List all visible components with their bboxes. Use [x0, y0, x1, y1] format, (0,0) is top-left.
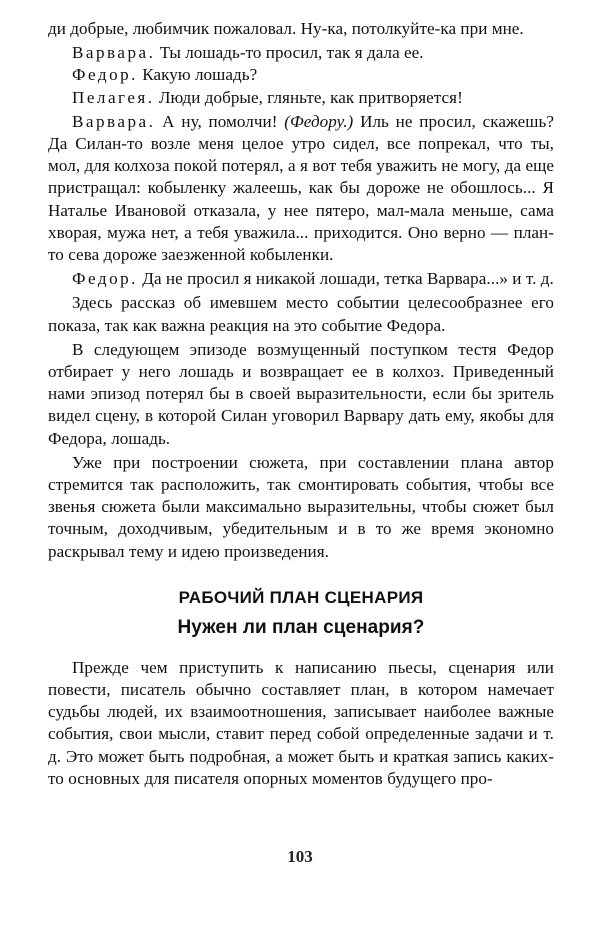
opening-paragraph [48, 18, 554, 40]
dialogue-line-2 [48, 64, 554, 86]
dialogue-text: Иль не просил, скажешь? Да Силан-то возле меня целое утро сидел, все попрекал, что ты, мол, для колхоза покой потерял, а я вот тебя уважить не могу, да еще пристращал: кобыленку жалеешь, как бы дороже не обошлось... Я Наталье Ивановой отказала, у нее пятеро, мал-мала меньше, сама хворая, мужа нет, а тебя уважила... приходится. Оно верно — план-то сева дороже заезженной кобыленки. [48, 111, 554, 265]
paragraph-text: Прежде чем приступить к написанию пьесы, сценария или повести, писатель обычно составляет план, в котором намечает судьбы людей, их взаимоотношения, записывает наиболее важные события, свои мысли, ставит перед собой определенные задачи и т. д. Это может быть подробная, а может быть и краткая запись каких-то основных для писателя опорных моментов будущего про- [48, 657, 554, 788]
document-page [48, 18, 554, 790]
section-subtitle: Нужен ли план сценария? [177, 616, 425, 638]
paragraph-text: Уже при построении сюжета, при составлении плана автор стремится так расположить, так смонтировать события, чтобы все звенья сюжета были максимально выразительны, чтобы сюжет был точным, доходчивым, убедительным и в то же время экономно раскрывал тему и идею произведения. [48, 452, 554, 561]
dialogue-text: А ну, помолчи! [155, 111, 285, 131]
dialogue-line-5 [48, 268, 554, 290]
body-paragraph [48, 452, 554, 563]
body-paragraph [48, 292, 554, 336]
paragraph-text: В следующем эпизоде возмущенный поступком тестя Федор отбирает у него лошадь и возвращает ее в колхоз. Приведенный нами эпизод потерял бы в своей выразительности, если бы зритель видел сцену, в которой Силан уговорил Варвару дать ему, якобы для Федора, лошадь. [48, 339, 554, 448]
section-heading-group [48, 585, 554, 643]
section-title: РАБОЧИЙ ПЛАН СЦЕНАРИЯ [178, 587, 424, 607]
paragraph-text: Здесь рассказ об имевшем место событии целесообразнее его показа, так как важна реакция на это событие Федора. [48, 293, 554, 335]
speaker-name: Варвара. [72, 43, 156, 63]
speaker-name: Федор. [72, 65, 138, 85]
body-paragraph [48, 657, 554, 790]
dialogue-line-1 [48, 42, 554, 64]
speaker-name: Пелагея. [72, 87, 155, 107]
dialogue-line-3 [48, 87, 554, 109]
dialogue-text: Люди добрые, гляньте, как притворяется! [154, 87, 463, 107]
speaker-name: Федор. [72, 269, 138, 289]
dialogue-text: Ты лошадь-то просил, так я дала ее. [155, 43, 424, 63]
speaker-name: Варвара. [72, 111, 156, 131]
stage-direction: (Федору.) [284, 111, 354, 131]
opening-text: ди добрые, любимчик пожаловал. Ну-ка, потолкуйте-ка при мне. [48, 19, 524, 38]
dialogue-text: Какую лошадь? [137, 65, 258, 85]
page-number: 103 [287, 847, 313, 866]
dialogue-line-4 [48, 111, 554, 266]
dialogue-text: Да не просил я никакой лошади, тетка Варвара...» и т. д. [137, 269, 554, 289]
body-paragraph [48, 339, 554, 450]
